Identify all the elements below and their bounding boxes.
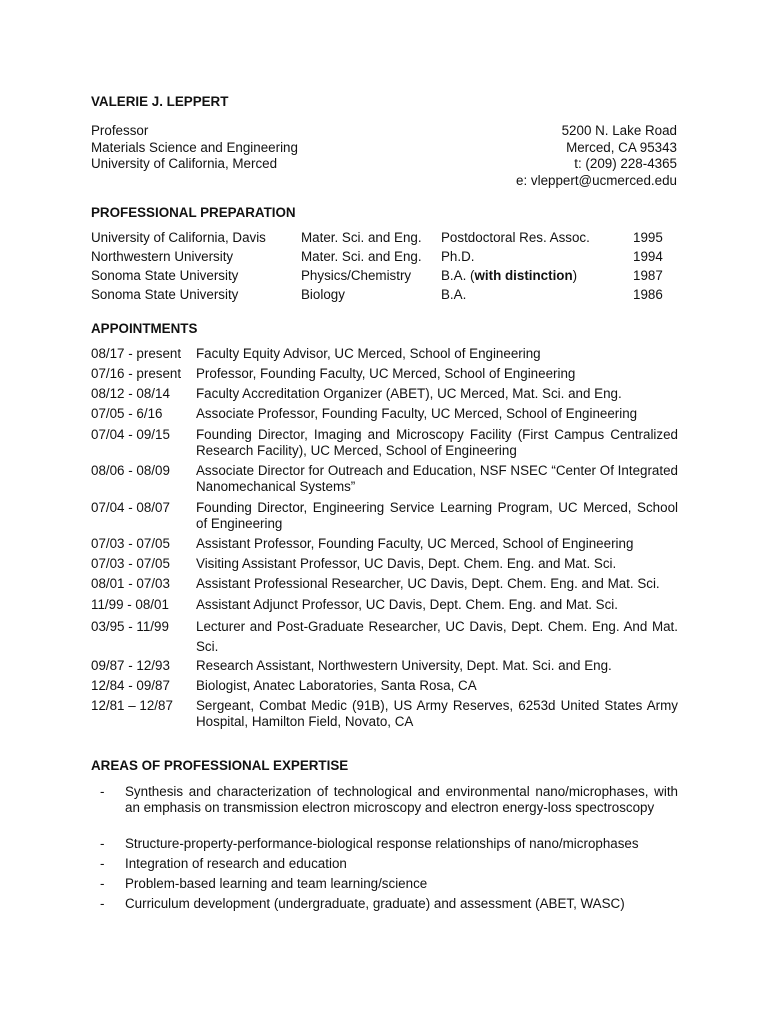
expertise-item xyxy=(100,836,678,852)
section-heading-preparation: PROFESSIONAL PREPARATION xyxy=(91,205,296,220)
appointment-row xyxy=(91,500,678,532)
cv-name: VALERIE J. LEPPERT xyxy=(91,94,229,109)
prep-institution: Sonoma State University xyxy=(91,287,239,302)
appointment-desc: Sergeant, Combat Medic (91B), US Army Reserves, 6253d United States Army Hospital, Hamilton Field, Novato, CA xyxy=(196,698,678,729)
title-line: Materials Science and Engineering xyxy=(91,139,298,155)
appointment-row xyxy=(91,597,678,613)
appointment-desc: Assistant Adjunct Professor, UC Davis, Dept. Chem. Eng. and Mat. Sci. xyxy=(196,597,618,612)
appointment-date: 12/84 - 09/87 xyxy=(91,678,170,693)
prep-degree-post: ) xyxy=(572,268,578,283)
appointment-row xyxy=(91,406,678,422)
prep-year: 1994 xyxy=(633,249,663,264)
appointment-row xyxy=(91,536,678,552)
appointment-date: 07/04 - 08/07 xyxy=(91,500,170,515)
address-line: 5200 N. Lake Road xyxy=(561,123,677,138)
bullet-dash: - xyxy=(100,836,105,851)
prep-degree: Postdoctoral Res. Assoc. xyxy=(441,230,590,245)
expertise-text: Integration of research and education xyxy=(125,856,347,871)
appointment-desc: Lecturer and Post-Graduate Researcher, UC Davis, Dept. Chem. Eng. And Mat. Sci. xyxy=(196,619,678,654)
prep-year: 1986 xyxy=(633,287,663,302)
title-block xyxy=(91,123,298,173)
expertise-text: Structure-property-performance-biological response relationships of nano/microphases xyxy=(125,836,639,851)
prep-field: Mater. Sci. and Eng. xyxy=(301,249,422,264)
appointment-row xyxy=(91,556,678,572)
prep-institution: University of California, Davis xyxy=(91,230,266,245)
expertise-item xyxy=(100,876,678,892)
appointment-row xyxy=(91,617,678,657)
appointment-date: 11/99 - 08/01 xyxy=(91,597,169,612)
prep-institution: Northwestern University xyxy=(91,249,234,264)
prep-row xyxy=(91,287,663,306)
appointment-desc: Research Assistant, Northwestern University, Dept. Mat. Sci. and Eng. xyxy=(196,658,612,673)
address-line: Merced, CA 95343 xyxy=(566,139,677,155)
prep-year: 1995 xyxy=(633,230,663,245)
appointment-row xyxy=(91,678,678,694)
appointment-date: 07/03 - 07/05 xyxy=(91,536,170,551)
email-line: e: vleppert@ucmerced.edu xyxy=(516,172,677,188)
prep-row xyxy=(91,249,663,268)
expertise-text: Curriculum development (undergraduate, graduate) and assessment (ABET, WASC) xyxy=(125,896,625,911)
appointment-date: 12/81 – 12/87 xyxy=(91,698,173,713)
appointment-date: 09/87 - 12/93 xyxy=(91,658,170,673)
appointment-desc: Associate Professor, Founding Faculty, UC Merced, School of Engineering xyxy=(196,406,638,421)
appointment-date: 07/05 - 6/16 xyxy=(91,406,163,421)
appointment-row xyxy=(91,386,678,402)
appointment-row xyxy=(91,576,678,592)
appointment-desc: Founding Director, Engineering Service Learning Program, UC Merced, School of Engineering xyxy=(196,500,678,531)
bullet-dash: - xyxy=(100,856,105,871)
title-line: Professor xyxy=(91,123,149,138)
section-heading-expertise: AREAS OF PROFESSIONAL EXPERTISE xyxy=(91,758,349,773)
section-heading-appointments: APPOINTMENTS xyxy=(91,321,198,336)
appointment-date: 08/01 - 07/03 xyxy=(91,576,170,591)
bullet-dash: - xyxy=(100,876,105,891)
prep-field: Biology xyxy=(301,287,345,302)
prep-row xyxy=(91,268,663,287)
expertise-text: Problem-based learning and team learning/science xyxy=(125,876,428,891)
appointment-row xyxy=(91,658,678,674)
appointment-row xyxy=(91,366,678,382)
expertise-item xyxy=(100,896,678,912)
appointment-date: 07/04 - 09/15 xyxy=(91,427,170,442)
appointment-date: 08/06 - 08/09 xyxy=(91,463,170,478)
appointment-row xyxy=(91,698,678,730)
appointment-desc: Faculty Accreditation Organizer (ABET), UC Merced, Mat. Sci. and Eng. xyxy=(196,386,622,401)
prep-institution: Sonoma State University xyxy=(91,268,239,283)
appointment-desc: Founding Director, Imaging and Microscopy Facility (First Campus Centralized Research Facility), UC Merced, School of Engineering xyxy=(196,427,678,458)
appointment-desc: Faculty Equity Advisor, UC Merced, School of Engineering xyxy=(196,346,541,361)
prep-degree: Ph.D. xyxy=(441,249,475,264)
appointment-date: 03/95 - 11/99 xyxy=(91,619,169,634)
prep-degree xyxy=(441,268,577,283)
expertise-item xyxy=(100,856,678,872)
appointment-date: 08/12 - 08/14 xyxy=(91,386,170,401)
appointment-date: 07/16 - present xyxy=(91,366,182,381)
expertise-item xyxy=(100,784,678,816)
phone-line: t: (209) 228-4365 xyxy=(574,156,677,171)
prep-year: 1987 xyxy=(633,268,663,283)
appointment-desc: Assistant Professional Researcher, UC Davis, Dept. Chem. Eng. and Mat. Sci. xyxy=(196,576,660,591)
prep-field: Physics/Chemistry xyxy=(301,268,412,283)
prep-row xyxy=(91,230,663,249)
prep-degree-distinction: with distinction xyxy=(474,268,573,283)
address-block xyxy=(516,123,677,189)
prep-degree-pre: B.A. ( xyxy=(441,268,475,283)
bullet-dash: - xyxy=(100,784,105,799)
bullet-dash: - xyxy=(100,896,105,911)
title-line: University of California, Merced xyxy=(91,156,278,171)
appointment-row xyxy=(91,463,678,495)
appointment-date: 07/03 - 07/05 xyxy=(91,556,170,571)
appointment-row xyxy=(91,427,678,459)
appointment-desc: Associate Director for Outreach and Education, NSF NSEC “Center Of Integrated Nanomechanical Systems” xyxy=(196,463,678,494)
appointment-desc: Biologist, Anatec Laboratories, Santa Rosa, CA xyxy=(196,678,477,693)
appointment-desc: Assistant Professor, Founding Faculty, UC Merced, School of Engineering xyxy=(196,536,634,551)
prep-field: Mater. Sci. and Eng. xyxy=(301,230,422,245)
appointment-row xyxy=(91,346,678,362)
expertise-text: Synthesis and characterization of technological and environmental nano/microphases, with an emphasis on transmission electron microscopy and electron energy-loss spectroscopy xyxy=(125,784,678,815)
appointment-desc: Visiting Assistant Professor, UC Davis, Dept. Chem. Eng. and Mat. Sci. xyxy=(196,556,617,571)
prep-degree: B.A. xyxy=(441,287,467,302)
appointment-desc: Professor, Founding Faculty, UC Merced, School of Engineering xyxy=(196,366,576,381)
appointment-date: 08/17 - present xyxy=(91,346,182,361)
